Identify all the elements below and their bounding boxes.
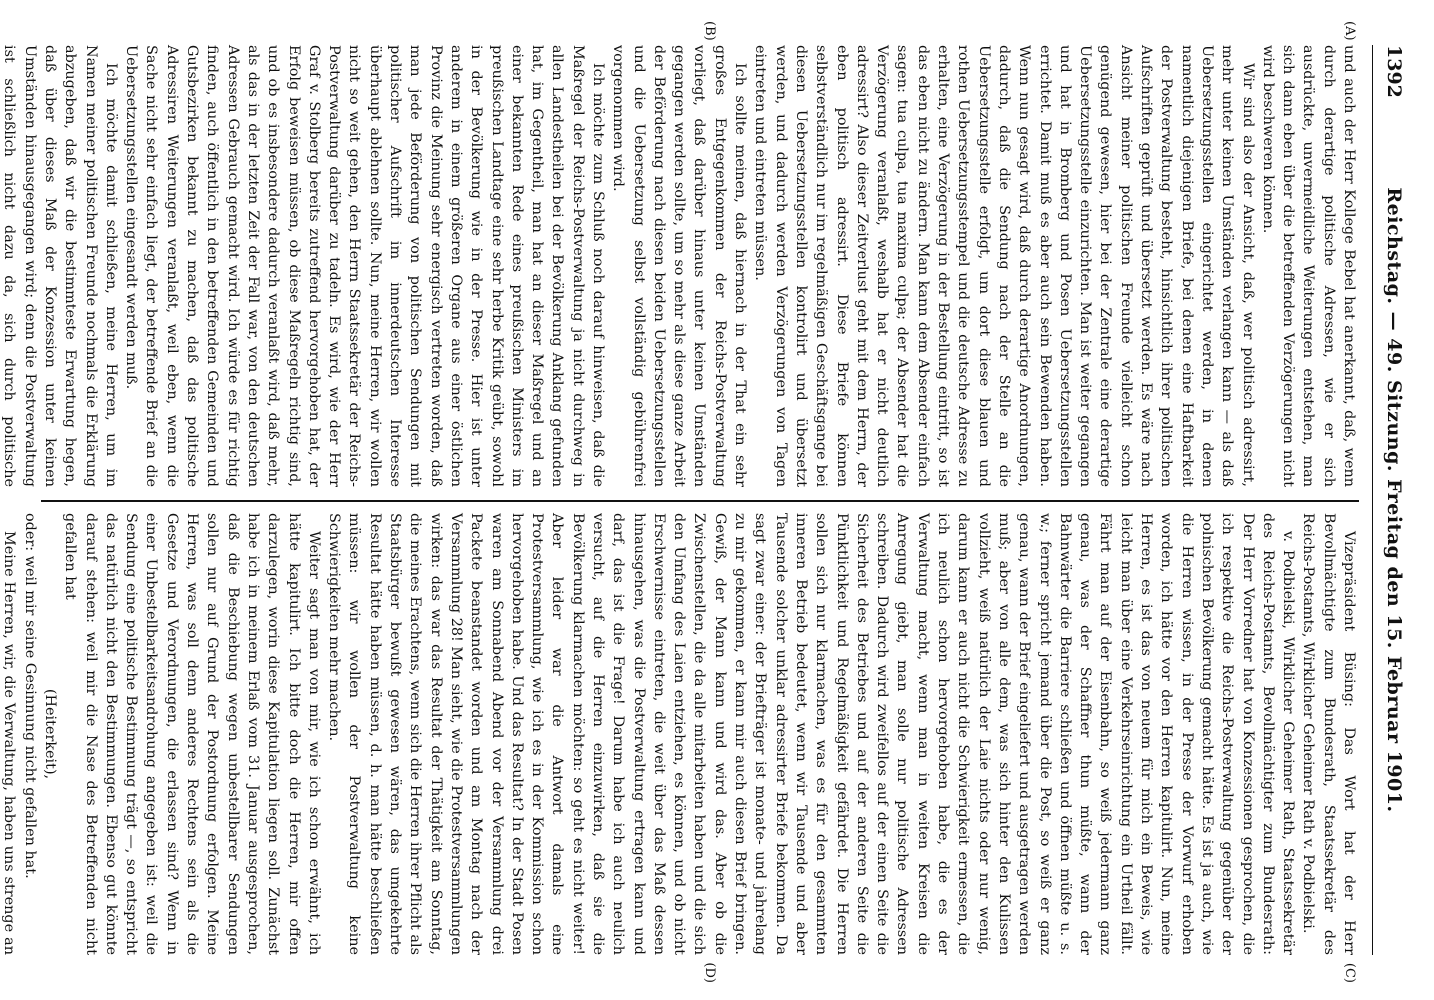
laughter-note: (Heiterkeit), bbox=[42, 688, 58, 780]
paragraph: Meine Herren, wir, die Verwaltung, haben uns strenge an bbox=[1, 531, 18, 955]
header-rule bbox=[1372, 45, 1373, 955]
margin-mark-a: (A) bbox=[1342, 21, 1357, 41]
paragraph: Wir sind also der Ansicht, daß, wer politisch adressirt, mehr unter keinen Umständen verlangen kann — als daß Uebersetzungsstellen eingerichtet werden, in denen namentlich diejenigen Briefe, bei denen eine Haftbarkeit der Postverwaltung besteht, hinsichtlich ihrer politischen Aufschriften geprüft und übersetzt werden. Es wäre nach Ansicht meiner politischen Freunde vielleicht schon genügend gewesen, hier bei der Zentrale eine derartige Uebersetzungsstelle einzurichten. Man ist weiter gegangen und hat in Bromberg und Posen Uebersetzungsstellen errichtet. Damit muß es aber auch sein Bewenden haben. Wenn nun gesagt wird, daß durch derartige Anordnungen, dadurch, daß die Sendung nach der Stelle an die Uebersetzungsstelle erfolgt, um dort diese blauen und rothen Uebersetzungsstempel und die deutsche Adresse zu erhalten, eine Verzögerung in der Bestellung eintritt, so ist das eben nicht zu ändern. Man kann dem Absender einfach sagen: tua culpa, tua maxima culpa; der Absender hat die Verzögerung veranlaßt, weshalb hat er nicht deutlich adressirt? Also dieser Zeitverlust geht mit dem Herrn, der eben politisch adressirt. Diese Briefe können selbstverständlich nur im regelmäßigen Geschäftsgange bei diesen Uebersetzungsstellen kontrolirt und übersetzt werden, und dadurch werden Verzögerungen von Tagen eintreten und eintreten müssen. bbox=[752, 45, 1256, 487]
right-column bbox=[1, 513, 1359, 955]
page-number: 1392 bbox=[1383, 45, 1405, 98]
paragraph: und auch der Herr Kollege Bebel hat anerkannt, daß, wenn durch derartige politische Adressen, wie er sich ausdrückte, unvermeidliche Weiterungen entstehen, man sich dann eben über die betreffenden Verzögerungen nicht wird beschweren können. bbox=[1259, 45, 1357, 487]
page-title: Reichstag. — 49. Sitzung. Freitag den 15. Februar 1901. bbox=[1383, 187, 1405, 813]
paragraph: Ich sollte meinen, daß hiernach in der That ein sehr großes Entgegenkommen der Reichs-Postverwaltung vorliegt, daß darüber hinaus unter keinen Umständen gegangen werden sollte, um so mehr als diese ganze Arbeit der Beförderung nach diesen beiden Uebersetzungsstellen und die Uebersetzung selbst vollständig gebührenfrei vorgenommen wird. bbox=[610, 45, 749, 487]
column-divider bbox=[41, 500, 1359, 502]
margin-mark-c: (C) bbox=[1342, 962, 1357, 983]
paragraph: v. Podbielski, Wirklicher Geheimer Rath, Staatssekretär des Reichs-Postamts, Bevollmächtigter zum Bundesrath: Der Herr Vorredner hat von Konzessionen gesprochen, die ich respektive die Reichs-Postverwaltung gegenüber der polnischen Bevölkerung gemacht hätte. Es ist ja auch, wie die Herren wissen, in der Presse der Vorwurf erhoben worden, ich hätte vor den Herren kapitulirt. Nun, meine Herren, es ist das von neuem für mich ein Beweis, wie leicht man über eine Verkehrseinrichtung ein Urtheil fällt. Fährt man auf der Eisenbahn, so weiß jedermann ganz genau, was der Schaffner thun müßte, wann der Bahnwärter die Barriere schließen und öffnen müßte u. s. w.; ferner spricht jemand über die Post, so weiß er ganz genau, wann der Brief eingeliefert und ausgetragen werden muß; aber von alle dem, was sich hinter den Kulissen vollzieht, weiß natürlich der Laie nichts oder nur wenig, darum kann er auch nicht die Schwierigkeit ermessen, die ich neulich schon hervorgehoben habe, die es der Verwaltung macht, wenn man in weiten Kreisen die Anregung giebt, man solle nur politische Adressen schreiben. Dadurch wird zweifellos auf der einen Seite die Sicherheit des Betriebes und auf der anderen Seite die Pünktlichkeit und Regelmäßigkeit gefährdet. Die Herren sollen sich nur klarmachen, was es für den gesammten inneren Betrieb bedeutet, wenn wir Tausende und aber Tausende solcher unklar adressirter Briefe bekommen. Da sagt zwar einer: der Briefträger ist monate- und jahrelang zu mir gekommen, er kann mir auch diesen Brief bringen. Gewiß, der Mann kann und wird das. Aber ob die Zwischenstellen, die da alle mitarbeiten haben und die sich den Umfang des Laien entziehen, es können, und ob nicht Erschwernisse eintreten, die weit über das Maß dessen hinausgehen, was die Postverwaltung ertragen kann und darf, das ist die Frage! Darum habe ich auch neulich versucht, auf die Herren einzuwirken, daß sie die Bevölkerung klarmachen möchten: so geht es nicht weiter! Aber leider war die Antwort damals eine Protestversammlung, wie ich es in der Kommission schon hervorgehoben habe. Und das Resultat? In der Stadt Posen waren am Sonnabend Abend vor der Versammlung drei Packete beanstandet worden und am Montag nach der Versammlung 28! Man sieht, wie die Protestversammlungen wirken: das war das Resultat der Thätigkeit am Sonntag, die meines Erachtens, wenn sich die Herren ihrer Pflicht als Staatsbürger bewußt gewesen wären, das umgekehrte Resultat hätte haben müssen, d. h. man hätte beschließen müssen: wir wollen der Postverwaltung keine Schwierigkeiten mehr machen. bbox=[326, 513, 1297, 955]
paragraph: Vizepräsident Büsing: Das Wort hat der Herr Bevollmächtigte zum Bundesrath, Staatssekretär des Reichs-Postamts, Wirklicher Geheimer Rath v. Podbielski. bbox=[1300, 513, 1357, 955]
document-page bbox=[1, 15, 1417, 985]
margin-mark-b: (B) bbox=[702, 21, 717, 41]
paragraph: Ich möchte zum Schluß noch darauf hinweisen, daß die Maßregel der Reichs-Postverwaltung ja nicht durchweg in allen Landestheilen bei der Bevölkerung Anklang gefunden hat, im Gegentheil, man hat an dieser Maßregel und an einer bekannten Rede eines preußischen Ministers im preußischen Landtage eine sehr herbe Kritik geübt, sowohl in der Bevölkerung wie in der Presse. Hier ist unter anderem in einem größeren Organe aus einer östlichen Provinz die Meinung sehr energisch vertreten worden, daß man jede Beförderung von politischen Sendungen mit politischer Aufschrift im innerdeutschen Interesse überhaupt ablehnen sollte. Nun, meine Herren, wir wollen nicht so weit gehen, den Herrn Staatssekretär der Reichs-Postverwaltung darüber zu tadeln. Es wird, wie der Herr Graf v. Stolberg bereits zutreffend hervorgehoben hat, der Erfolg beweisen müssen, ob diese Maßregeln richtig sind, und ob es insbesondere dadurch veranlaßt wird, daß mehr, als das in der letzten Zeit der Fall war, von den deutschen Adressen Gebrauch gemacht wird. Ich würde es für richtig finden, auch öffentlich in den betreffenden Gemeinden und Gutsbezirken bekannt zu machen, daß das politische Adressiren Weiterungen veranlaßt, weil eben, wenn die Sache nicht sehr einfach liegt, der betreffende Brief an die Uebersetzungsstellen eingesandt werden muß. bbox=[123, 45, 607, 487]
paragraph: Weiter sagt man von mir, wie ich schon erwähnt, ich hätte kapitulirt. Ich bitte doch die Herren, mir offen darzulegen, worin diese Kapitulation liegen soll. Zunächst habe ich in meinem Erlaß vom 31. Januar ausgesprochen, daß die Beschiebung wegen unbestellbarer Sendungen sollen nur auf Grund der Postordnung erfolgen. Meine Herren, was soll denn anderes Rechtens sein als die Gesetze und Verordnungen, die erlassen sind? Wenn in einer Unbestellbarkeitsandrohung angegeben ist: weil die Sendung eine politische Bestimmung trägt —, so entspricht das natürlich nicht den Bestimmungen. Ebenso gut könnte darauf stehen: weil mir die Nase des Betreffenden nicht gefallen hat bbox=[62, 513, 322, 955]
page-header bbox=[1375, 45, 1405, 955]
margin-mark-d: (D) bbox=[702, 962, 717, 983]
paragraph: Ich möchte damit schließen, meine Herren, um im Namen meiner politischen Freunde nochmals die Erklärung abzugeben, daß wir die bestimmteste Erwartung hegen, daß über dieses Maß der Konzession unter keinen Umständen hinausgegangen wird; denn die Postverwaltung ist schließlich nicht dazu da, sich durch politische bbox=[1, 45, 119, 487]
left-column bbox=[1, 45, 1359, 487]
paragraph: oder: weil mir seine Gesinnung nicht gefallen hat. bbox=[21, 513, 38, 879]
